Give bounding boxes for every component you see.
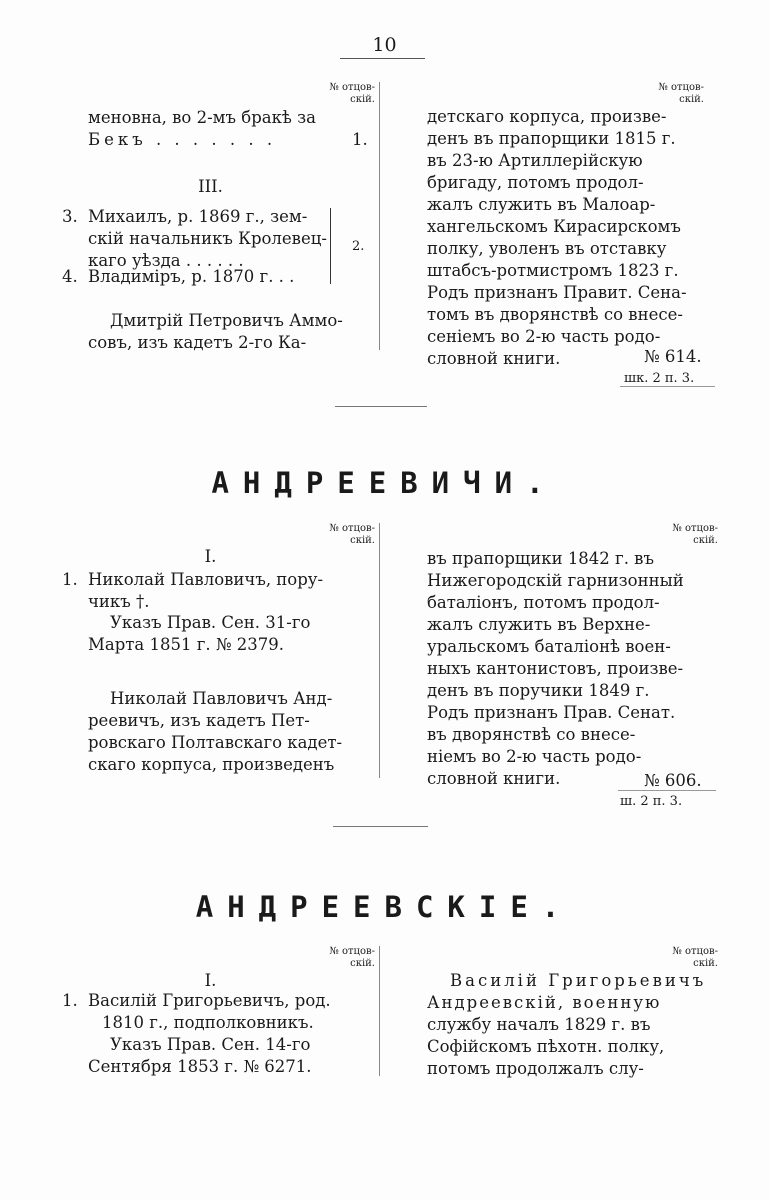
paragraph-line: ныхъ кантонистовъ, произве-	[427, 659, 684, 678]
col-header-left: № отцов- скій.	[329, 946, 375, 969]
paragraph-line: Василій Григорьевичъ	[450, 971, 707, 990]
column-divider	[379, 523, 380, 778]
shelf-reference: ш. 2 п. 3.	[620, 794, 683, 809]
section-heading: I.	[204, 547, 217, 566]
paragraph-line: Дмитрій Петровичъ Аммо-	[110, 311, 343, 330]
paragraph-line: сеніемъ во 2-ю часть родо-	[427, 327, 661, 346]
ordinal-number: 1.	[352, 130, 368, 149]
section-heading: III.	[198, 177, 223, 196]
paragraph-line: въ дворянствѣ со внесе-	[427, 725, 636, 744]
paragraph-line: Николай Павловичъ Анд-	[110, 689, 333, 708]
paragraph-line: денъ въ поручики 1849 г.	[427, 681, 650, 700]
entry-number: 3.	[62, 207, 78, 226]
text-line: меновна, во 2-мъ бракѣ за	[88, 108, 316, 127]
entry-line: чикъ †.	[88, 592, 150, 611]
entry-line: 1810 г., подполковникъ.	[102, 1013, 314, 1032]
paragraph-line: полку, уволенъ въ отставку	[427, 239, 667, 258]
shelf-underline	[618, 790, 716, 791]
family-heading: АНДРЕЕВИЧИ.	[211, 466, 558, 500]
record-number: № 614.	[644, 347, 702, 366]
record-number: № 606.	[644, 771, 702, 790]
paragraph-line: Родъ признанъ Правит. Сена-	[427, 283, 687, 302]
paragraph-line: томъ въ дворянствѣ со внесе-	[427, 305, 683, 324]
decree-line: Указъ Прав. Сен. 14-го	[110, 1035, 311, 1054]
col-header-right: № отцов- скій.	[672, 523, 718, 546]
page-number-rule	[340, 58, 425, 59]
shelf-reference: шк. 2 п. 3.	[624, 371, 695, 386]
paragraph-line: детскаго корпуса, произве-	[427, 107, 667, 126]
col-header-left: № отцов- скій.	[329, 82, 375, 105]
shelf-underline	[620, 386, 715, 387]
entry-line: Михаилъ, р. 1869 г., зем-	[88, 207, 308, 226]
entry-line: Василій Григорьевичъ, род.	[88, 991, 331, 1010]
paragraph-line: жалъ служить въ Верхне-	[427, 615, 651, 634]
paragraph-line: ровскаго Полтавскаго кадет-	[88, 733, 343, 752]
decree-line: Марта 1851 г. № 2379.	[88, 635, 284, 654]
col-header-right: № отцов- скій.	[672, 946, 718, 969]
entry-line: скій начальникъ Кролевец-	[88, 229, 327, 248]
text-line: Бекъ . . . . . . .	[88, 130, 277, 149]
section-heading: I.	[204, 971, 217, 990]
paragraph-line: словной книги.	[427, 769, 561, 788]
page-number: 10	[372, 34, 397, 56]
paragraph-line: ніемъ во 2-ю часть родо-	[427, 747, 642, 766]
paragraph-line: Нижегородскій гарнизонный	[427, 571, 684, 590]
entry-line: Владиміръ, р. 1870 г. . .	[88, 267, 295, 286]
paragraph-line: баталіонъ, потомъ продол-	[427, 593, 660, 612]
column-divider	[379, 82, 380, 350]
paragraph-line: хангельскомъ Кирасирскомъ	[427, 217, 681, 236]
entry-line: каго уѣзда . . . . . .	[88, 251, 244, 270]
column-divider	[379, 946, 380, 1076]
family-heading: АНДРЕЕВСКІЕ.	[195, 890, 574, 924]
decree-line: Сентября 1853 г. № 6271.	[88, 1057, 312, 1076]
paragraph-line: уральскомъ баталіонѣ воен-	[427, 637, 671, 656]
paragraph-line: въ прапорщики 1842 г. въ	[427, 549, 654, 568]
entry-number: 1.	[62, 570, 78, 589]
paragraph-line: жалъ служить въ Малоар-	[427, 195, 656, 214]
entry-line: Николай Павловичъ, пору-	[88, 570, 324, 589]
grouping-brace	[330, 208, 331, 284]
paragraph-line: Андреевскій, военную	[427, 993, 662, 1012]
col-header-left: № отцов- скій.	[329, 523, 375, 546]
paragraph-line: денъ въ прапорщики 1815 г.	[427, 129, 676, 148]
entry-number: 4.	[62, 267, 78, 286]
paragraph-line: бригаду, потомъ продол-	[427, 173, 644, 192]
entry-number: 1.	[62, 991, 78, 1010]
paragraph-line: въ 23-ю Артиллерійскую	[427, 151, 643, 170]
paragraph-line: совъ, изъ кадетъ 2-го Ка-	[88, 333, 307, 352]
decree-line: Указъ Прав. Сен. 31-го	[110, 613, 311, 632]
ordinal-number: 2.	[352, 239, 365, 254]
paragraph-line: словной книги.	[427, 349, 561, 368]
col-header-right: № отцов- скій.	[658, 82, 704, 105]
paragraph-line: потомъ продолжалъ слу-	[427, 1059, 644, 1078]
paragraph-line: штабсъ-ротмистромъ 1823 г.	[427, 261, 679, 280]
section-divider	[333, 826, 428, 827]
paragraph-line: Родъ признанъ Прав. Сенат.	[427, 703, 676, 722]
section-divider	[335, 406, 427, 407]
paragraph-line: скаго корпуса, произведенъ	[88, 755, 335, 774]
paragraph-line: реевичъ, изъ кадетъ Пет-	[88, 711, 310, 730]
paragraph-line: Софійскомъ пѣхотн. полку,	[427, 1037, 665, 1056]
paragraph-line: службу началъ 1829 г. въ	[427, 1015, 651, 1034]
